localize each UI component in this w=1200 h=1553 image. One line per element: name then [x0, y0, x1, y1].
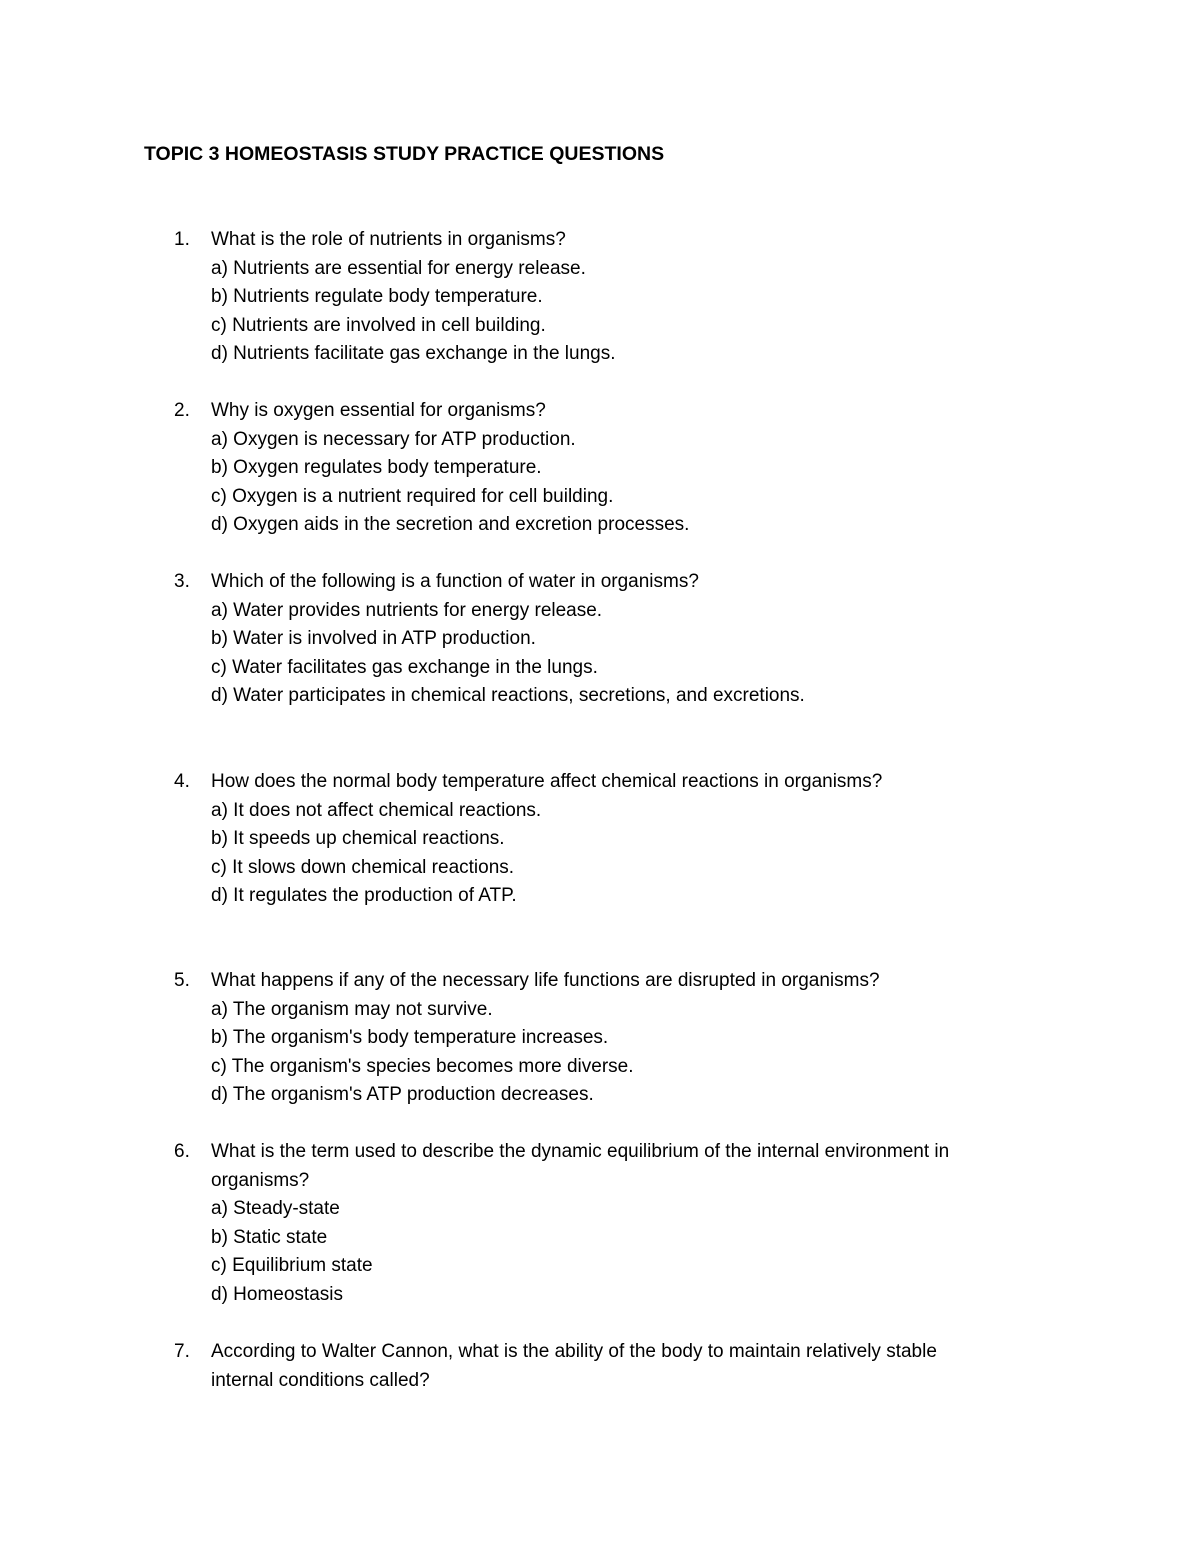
document-title: TOPIC 3 HOMEOSTASIS STUDY PRACTICE QUESTIONS [144, 143, 665, 165]
question-number: 6. [174, 1141, 190, 1162]
answer-option-d: d) Homeostasis [211, 1283, 343, 1305]
question-3 [174, 568, 1074, 711]
question-7 [174, 1338, 1074, 1395]
question-number: 3. [174, 571, 190, 592]
answer-option-a: a) It does not affect chemical reactions. [211, 799, 542, 821]
answer-option-a: a) Steady-state [211, 1198, 340, 1220]
answer-option-c: c) Equilibrium state [211, 1255, 373, 1277]
answer-option-d: d) Water participates in chemical reactions, secretions, and excretions. [211, 685, 805, 707]
answer-option-a: a) Oxygen is necessary for ATP production. [211, 428, 576, 450]
question-number: 7. [174, 1341, 190, 1362]
question-number: 5. [174, 970, 190, 991]
question-text: What is the term used to describe the dynamic equilibrium of the internal environment in [211, 1141, 950, 1162]
answer-option-b: b) Static state [211, 1226, 328, 1248]
question-1 [174, 226, 1074, 369]
question-text-continued: organisms? [211, 1169, 310, 1191]
question-text: Which of the following is a function of water in organisms? [211, 571, 699, 592]
question-text-continued: internal conditions called? [211, 1369, 430, 1391]
answer-option-c: c) The organism's species becomes more diverse. [211, 1055, 634, 1077]
question-5 [174, 967, 1074, 1110]
answer-option-b: b) Water is involved in ATP production. [211, 628, 536, 650]
question-2 [174, 397, 1074, 540]
answer-option-a: a) Water provides nutrients for energy release. [211, 599, 603, 621]
answer-option-a: a) The organism may not survive. [211, 998, 493, 1020]
answer-option-a: a) Nutrients are essential for energy release. [211, 257, 586, 279]
answer-option-b: b) The organism's body temperature increases. [211, 1027, 609, 1049]
question-text: What is the role of nutrients in organisms? [211, 229, 566, 250]
answer-option-c: c) It slows down chemical reactions. [211, 856, 515, 878]
question-text: According to Walter Cannon, what is the ability of the body to maintain relatively stable [211, 1341, 937, 1362]
answer-option-d: d) Oxygen aids in the secretion and excretion processes. [211, 514, 690, 536]
question-number: 1. [174, 229, 190, 250]
answer-option-d: d) Nutrients facilitate gas exchange in the lungs. [211, 343, 616, 365]
answer-option-b: b) Oxygen regulates body temperature. [211, 457, 542, 479]
question-number: 4. [174, 771, 190, 792]
question-4 [174, 768, 1074, 911]
answer-option-d: d) It regulates the production of ATP. [211, 885, 517, 907]
answer-option-c: c) Water facilitates gas exchange in the lungs. [211, 656, 598, 678]
question-number: 2. [174, 400, 190, 421]
answer-option-c: c) Oxygen is a nutrient required for cell building. [211, 485, 614, 507]
question-text: What happens if any of the necessary life functions are disrupted in organisms? [211, 970, 880, 991]
answer-option-c: c) Nutrients are involved in cell building. [211, 314, 546, 336]
question-text: Why is oxygen essential for organisms? [211, 400, 546, 421]
question-text: How does the normal body temperature affect chemical reactions in organisms? [211, 771, 883, 792]
answer-option-b: b) It speeds up chemical reactions. [211, 828, 505, 850]
answer-option-b: b) Nutrients regulate body temperature. [211, 286, 543, 308]
question-6 [174, 1138, 1074, 1310]
answer-option-d: d) The organism's ATP production decreases. [211, 1084, 594, 1106]
